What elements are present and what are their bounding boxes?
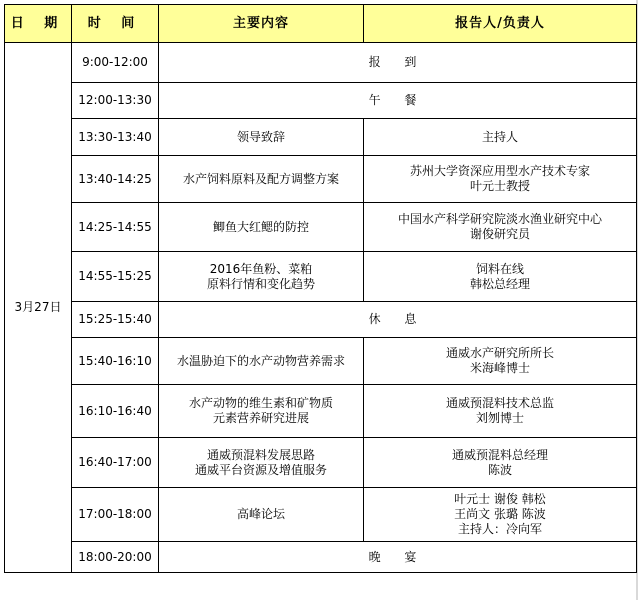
time-cell: 16:10-16:40 <box>72 385 159 438</box>
content-cell <box>159 252 364 302</box>
speaker-line: 饲料在线 <box>475 261 524 276</box>
speaker-line: 主持人：冷向军 <box>457 522 542 536</box>
speaker-cell <box>364 203 637 252</box>
table-row <box>5 252 637 302</box>
content-line: 高峰论坛 <box>236 507 285 521</box>
content-cell <box>159 203 364 252</box>
speaker-line: 苏州大学资深应用型水产技术专家 <box>409 164 590 178</box>
table-row <box>5 83 637 119</box>
merged-event-cell: 休 息 <box>159 302 637 338</box>
content-cell <box>159 119 364 156</box>
table-row <box>5 488 637 542</box>
header-date: 日 期 <box>5 5 72 43</box>
speaker-line: 通威水产研究所所长 <box>445 346 554 360</box>
header-content: 主要内容 <box>159 5 364 43</box>
merged-event-cell: 报 到 <box>159 43 637 83</box>
table-row <box>5 385 637 438</box>
schedule-body <box>5 43 637 573</box>
time-cell: 9:00-12:00 <box>72 43 159 83</box>
time-cell: 14:55-15:25 <box>72 252 159 302</box>
table-row <box>5 438 637 488</box>
time-cell: 17:00-18:00 <box>72 488 159 542</box>
table-row <box>5 302 637 338</box>
time-cell: 15:40-16:10 <box>72 338 159 385</box>
content-cell <box>159 385 364 438</box>
table-row <box>5 338 637 385</box>
header-speaker: 报告人/负责人 <box>364 5 637 43</box>
header-time: 时 间 <box>72 5 159 43</box>
content-line: 水温胁迫下的水产动物营养需求 <box>176 353 345 368</box>
header-row <box>5 5 637 43</box>
time-cell: 15:25-15:40 <box>72 302 159 338</box>
date-cell: 3月27日 <box>5 43 72 573</box>
speaker-cell <box>364 488 637 542</box>
content-cell <box>159 338 364 385</box>
content-cell <box>159 156 364 203</box>
time-cell: 13:40-14:25 <box>72 156 159 203</box>
schedule-table <box>4 4 637 573</box>
time-cell: 12:00-13:30 <box>72 83 159 119</box>
speaker-line: 通威预混料技术总监 <box>445 396 554 410</box>
content-line: 领导致辞 <box>236 129 285 144</box>
speaker-line: 陈波 <box>487 462 512 477</box>
time-cell: 16:40-17:00 <box>72 438 159 488</box>
content-cell <box>159 488 364 542</box>
content-line: 通威预混料发展思路 <box>206 447 315 462</box>
speaker-cell <box>364 156 637 203</box>
speaker-line: 叶元士教授 <box>469 179 530 193</box>
content-line: 原料行情和变化趋势 <box>206 276 315 291</box>
table-row <box>5 119 637 156</box>
merged-event-cell: 晚 宴 <box>159 542 637 573</box>
speaker-cell <box>364 119 637 156</box>
speaker-line: 王尚文 张璐 陈波 <box>454 507 546 521</box>
speaker-line: 谢俊研究员 <box>469 227 530 241</box>
content-line: 通威平台资源及增值服务 <box>194 462 327 477</box>
content-line: 鲫鱼大红鳃的防控 <box>212 219 309 234</box>
speaker-line: 主持人 <box>481 129 518 144</box>
speaker-line: 叶元士 谢俊 韩松 <box>454 492 546 506</box>
table-row <box>5 43 637 83</box>
merged-event-cell: 午 餐 <box>159 83 637 119</box>
speaker-cell <box>364 252 637 302</box>
speaker-line: 米海峰博士 <box>469 361 530 375</box>
speaker-line: 韩松总经理 <box>469 276 530 291</box>
speaker-cell <box>364 385 637 438</box>
content-cell <box>159 438 364 488</box>
time-cell: 13:30-13:40 <box>72 119 159 156</box>
time-cell: 18:00-20:00 <box>72 542 159 573</box>
speaker-cell <box>364 438 637 488</box>
content-line: 元素营养研究进展 <box>212 411 309 425</box>
content-line: 水产饲料原料及配方调整方案 <box>182 171 339 186</box>
speaker-cell <box>364 338 637 385</box>
table-row <box>5 203 637 252</box>
table-row <box>5 156 637 203</box>
speaker-line: 刘刎博士 <box>475 411 524 425</box>
table-row <box>5 542 637 573</box>
time-cell: 14:25-14:55 <box>72 203 159 252</box>
content-line: 水产动物的维生素和矿物质 <box>188 396 333 410</box>
content-line: 2016年鱼粉、菜粕 <box>209 261 313 276</box>
speaker-line: 中国水产科学研究院淡水渔业研究中心 <box>397 212 602 226</box>
speaker-line: 通威预混料总经理 <box>451 447 548 462</box>
